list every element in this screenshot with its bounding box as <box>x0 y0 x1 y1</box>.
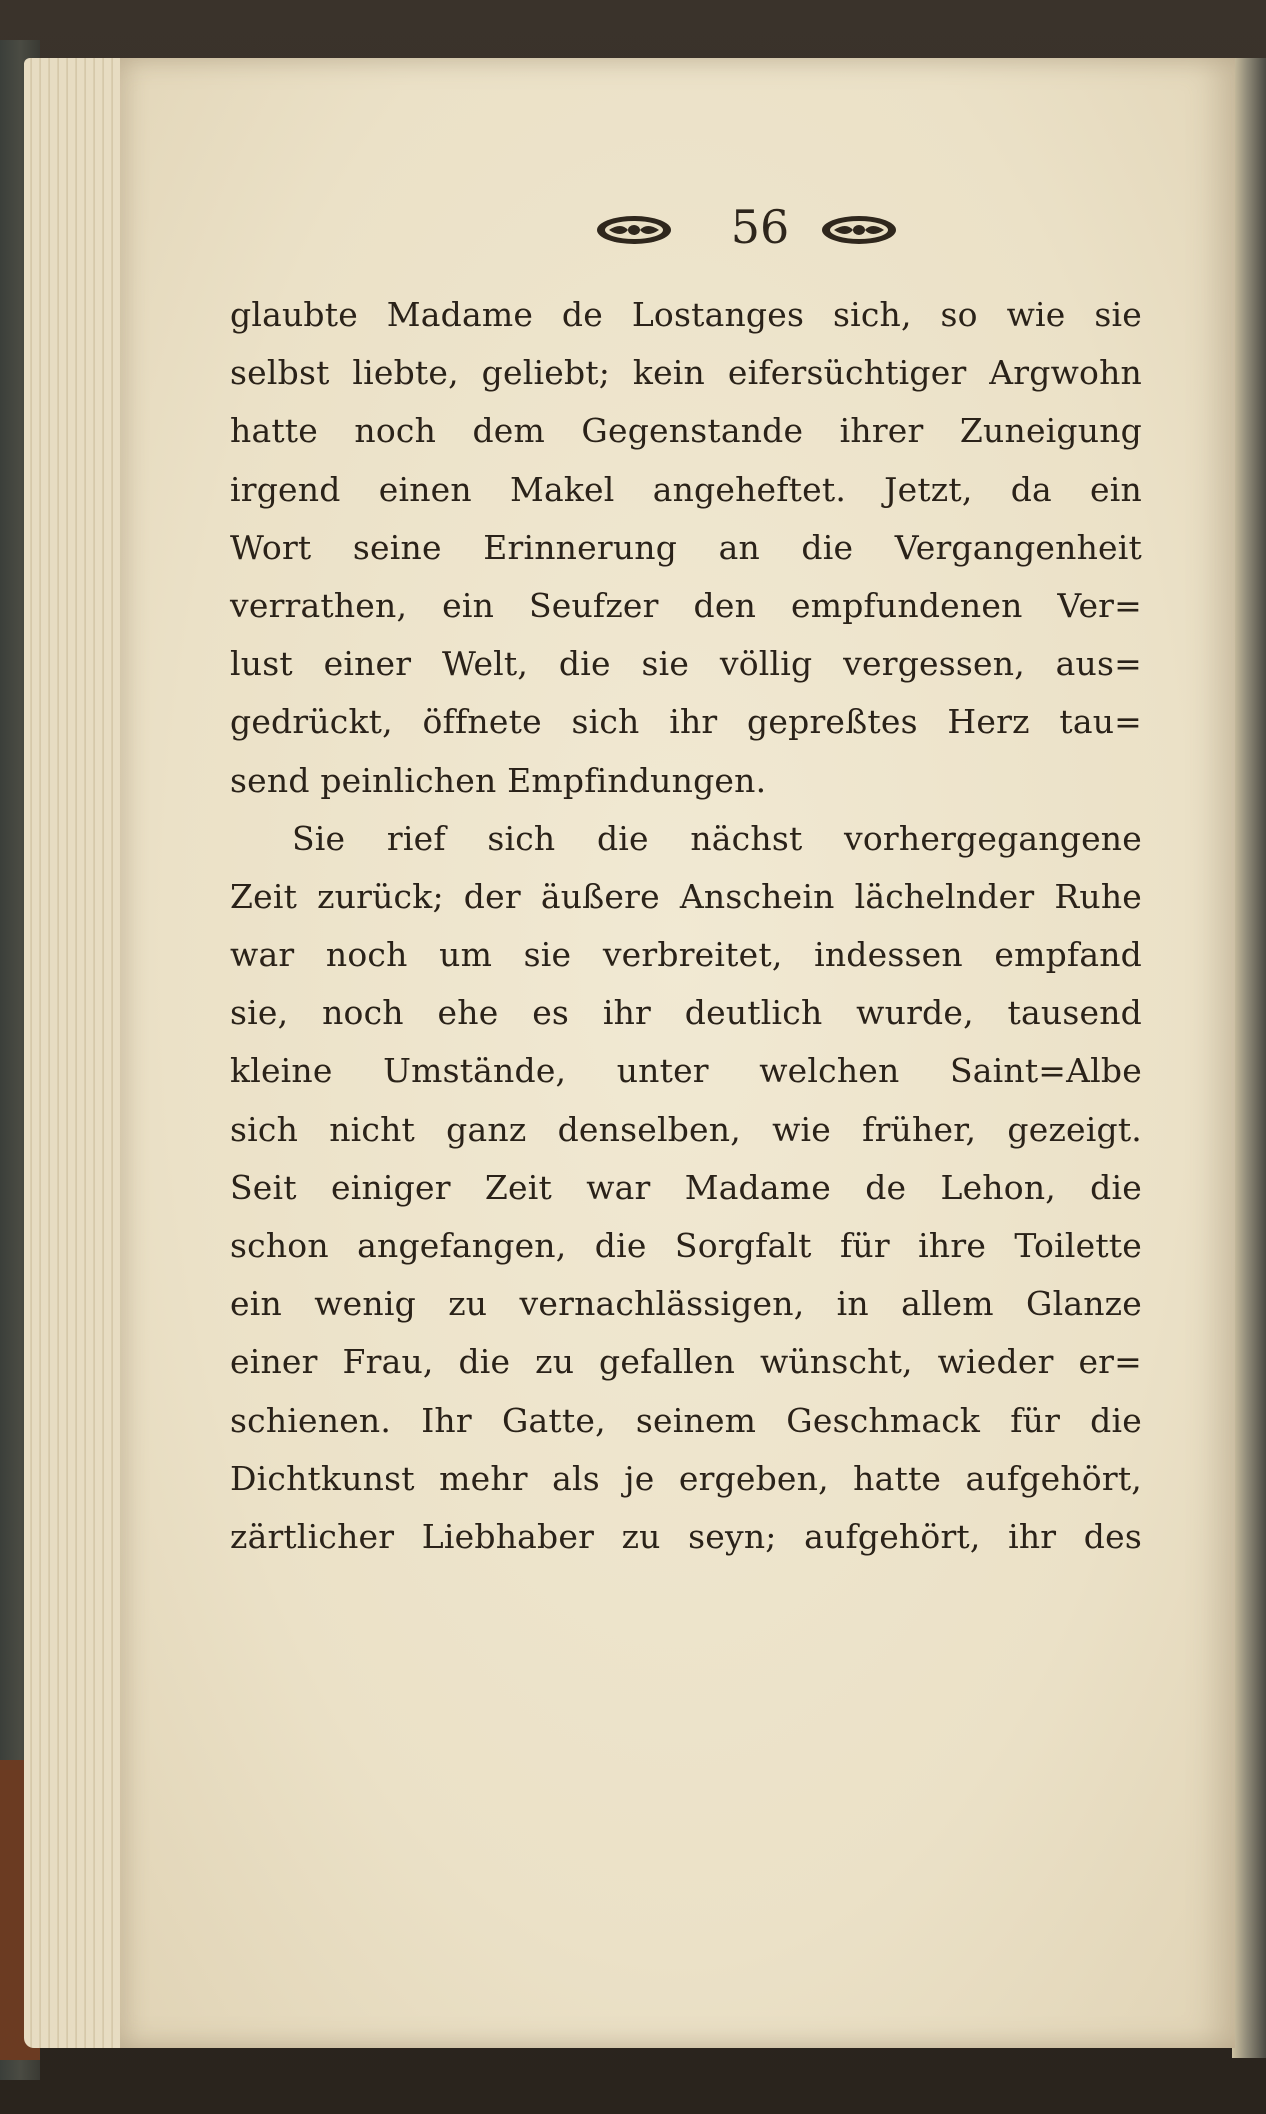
text-line: schienen. Ihr Gatte, seinem Geschmack für die <box>230 1400 1142 1440</box>
text-line: Seit einiger Zeit war Madame de Lehon, die <box>230 1167 1142 1207</box>
text-line: ein wenig zu vernachlässigen, in allem Glanze <box>230 1284 1142 1324</box>
text-line: einer Frau, die zu gefallen wünscht, wieder er= <box>230 1342 1142 1382</box>
text-line: Sie rief sich die nächst vorhergegangene <box>292 818 1142 858</box>
text-line: sie, noch ehe es ihr deutlich wurde, tausend <box>230 993 1142 1033</box>
text-line: zärtlicher Liebhaber zu seyn; aufgehört, ihr des <box>230 1516 1142 1556</box>
ornament-icon <box>595 214 673 246</box>
text-line: Wort seine Erinnerung an die Vergangenheit <box>230 527 1142 567</box>
text-line: send peinlichen Empfindungen. <box>230 760 767 800</box>
page-number: 56 <box>730 200 790 254</box>
text-line: gedrückt, öffnete sich ihr gepreßtes Herz tau= <box>230 702 1142 742</box>
text-line: lust einer Welt, die sie völlig vergessen, aus= <box>230 644 1142 684</box>
text-line: irgend einen Makel angeheftet. Jetzt, da ein <box>230 469 1142 509</box>
text-line: Zeit zurück; der äußere Anschein lächelnder Ruhe <box>230 876 1142 916</box>
text-line: war noch um sie verbreitet, indessen empfand <box>230 935 1142 975</box>
facing-page-edge <box>1232 58 1266 2058</box>
body-text <box>230 286 1142 1566</box>
text-line: glaubte Madame de Lostanges sich, so wie sie <box>230 295 1142 334</box>
text-line: Dichtkunst mehr als je ergeben, hatte aufgehört, <box>230 1458 1142 1498</box>
text-line: hatte noch dem Gegenstande ihrer Zuneigung <box>230 411 1142 451</box>
text-line: verrathen, ein Seufzer den empfundenen Ver= <box>230 585 1142 625</box>
text-line: sich nicht ganz denselben, wie früher, gezeigt. <box>230 1109 1142 1149</box>
page-edges <box>24 58 132 2048</box>
ornament-icon <box>820 214 898 246</box>
text-line: selbst liebte, geliebt; kein eifersüchtiger Argwohn <box>230 353 1142 393</box>
page-header <box>120 196 1235 266</box>
text-line: kleine Umstände, unter welchen Saint=Albe <box>230 1051 1142 1091</box>
text-line: schon angefangen, die Sorgfalt für ihre Toilette <box>230 1226 1142 1265</box>
